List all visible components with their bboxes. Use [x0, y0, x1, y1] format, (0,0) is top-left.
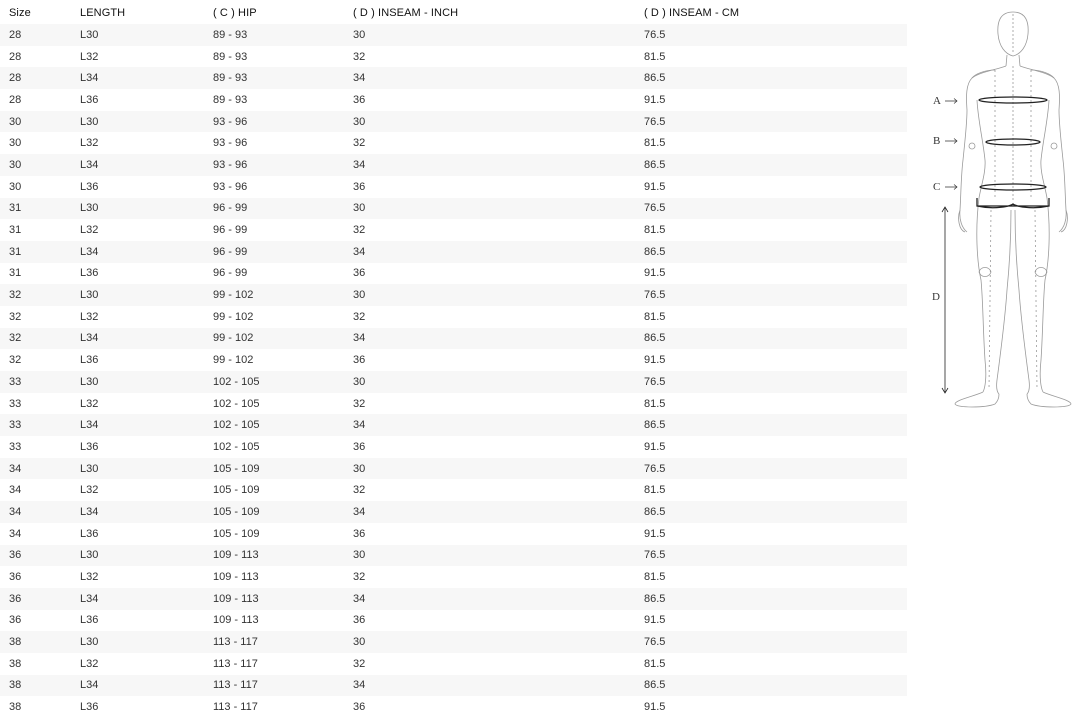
cell-hip: 96 - 99	[213, 241, 353, 263]
cell-inseam-cm: 76.5	[644, 458, 907, 480]
cell-hip: 109 - 113	[213, 614, 259, 627]
cell-inseam-cm: 76.5	[644, 545, 907, 567]
cell-hip: 93 - 96	[213, 154, 353, 176]
table-row	[0, 132, 907, 154]
cell-size: 32	[9, 354, 22, 367]
cell-inseam-inch: 34	[353, 328, 644, 350]
cell-inseam-cm: 86.5	[644, 588, 907, 610]
cell-inseam-cm: 76.5	[644, 24, 907, 46]
cell-inseam-cm: 76.5	[644, 371, 907, 393]
cell-inseam-inch: 32	[353, 310, 366, 323]
cell-inseam-inch: 30	[353, 545, 644, 567]
cell-size: 28	[9, 93, 22, 106]
table-row	[0, 219, 907, 241]
cell-hip: 102 - 105	[213, 440, 260, 453]
cell-inseam-cm: 76.5	[644, 284, 907, 306]
cell-size: 28	[0, 67, 80, 89]
cell-inseam-inch: 30	[353, 198, 644, 220]
cell-hip: 102 - 105	[213, 397, 260, 410]
cell-hip: 89 - 93	[213, 50, 248, 63]
cell-hip: 109 - 113	[213, 545, 353, 567]
cell-size: 31	[0, 241, 80, 263]
cell-inseam-cm: 91.5	[644, 701, 666, 714]
cell-length: L36	[80, 440, 99, 453]
table-row	[0, 545, 907, 567]
cell-inseam-inch: 34	[353, 501, 644, 523]
table-row	[0, 263, 907, 285]
cell-inseam-inch: 32	[353, 50, 366, 63]
cell-size: 38	[0, 675, 80, 697]
cell-inseam-inch: 36	[353, 267, 366, 280]
cell-inseam-cm: 91.5	[644, 440, 666, 453]
cell-length: L30	[80, 545, 213, 567]
cell-length: L34	[80, 154, 213, 176]
table-header-row	[0, 2, 907, 24]
cell-length: L36	[80, 267, 99, 280]
cell-size: 30	[9, 180, 22, 193]
cell-length: L32	[80, 397, 99, 410]
cell-size: 36	[0, 545, 80, 567]
cell-inseam-cm: 91.5	[644, 354, 666, 367]
cell-size: 32	[9, 310, 22, 323]
label-b-arrow-icon	[945, 139, 957, 144]
cell-length: L36	[80, 180, 99, 193]
cell-hip: 102 - 105	[213, 371, 353, 393]
header-inseam-inch: ( D ) INSEAM - INCH	[353, 7, 459, 19]
cell-size: 38	[0, 631, 80, 653]
cell-inseam-inch: 34	[353, 675, 644, 697]
cell-length: L36	[80, 614, 99, 627]
cell-inseam-inch: 34	[353, 588, 644, 610]
cell-inseam-inch: 34	[353, 154, 644, 176]
cell-inseam-inch: 32	[353, 224, 366, 237]
table-row	[0, 414, 907, 436]
cell-inseam-inch: 36	[353, 93, 366, 106]
cell-hip: 102 - 105	[213, 414, 353, 436]
cell-hip: 113 - 117	[213, 631, 353, 653]
cell-hip: 93 - 96	[213, 180, 248, 193]
table-row	[0, 566, 907, 588]
label-d: D	[932, 291, 940, 303]
size-chart-table	[0, 2, 907, 718]
cell-inseam-inch: 34	[353, 414, 644, 436]
cell-length: L30	[80, 284, 213, 306]
table-row	[0, 24, 907, 46]
cell-length: L36	[80, 701, 99, 714]
cell-hip: 113 - 117	[213, 675, 353, 697]
cell-inseam-cm: 86.5	[644, 675, 907, 697]
cell-inseam-cm: 86.5	[644, 328, 907, 350]
cell-inseam-inch: 36	[353, 180, 366, 193]
table-row	[0, 393, 907, 415]
cell-length: L34	[80, 67, 213, 89]
cell-inseam-cm: 91.5	[644, 614, 666, 627]
table-row	[0, 176, 907, 198]
table-row	[0, 436, 907, 458]
cell-size: 36	[9, 571, 22, 584]
table-row	[0, 588, 907, 610]
label-b: B	[933, 135, 941, 147]
table-row	[0, 67, 907, 89]
cell-inseam-cm: 81.5	[644, 571, 666, 584]
cell-inseam-cm: 76.5	[644, 198, 907, 220]
cell-inseam-cm: 91.5	[644, 93, 666, 106]
cell-size: 32	[0, 328, 80, 350]
cell-length: L36	[80, 354, 99, 367]
cell-length: L32	[80, 571, 99, 584]
cell-size: 31	[0, 198, 80, 220]
cell-hip: 96 - 99	[213, 224, 248, 237]
table-row	[0, 675, 907, 697]
label-a-arrow-icon	[945, 99, 957, 104]
cell-inseam-cm: 86.5	[644, 67, 907, 89]
cell-length: L32	[80, 310, 99, 323]
cell-size: 31	[9, 224, 22, 237]
cell-size: 28	[0, 24, 80, 46]
cell-inseam-inch: 36	[353, 527, 366, 540]
cell-length: L34	[80, 501, 213, 523]
cell-hip: 96 - 99	[213, 198, 353, 220]
cell-inseam-inch: 30	[353, 24, 644, 46]
cell-inseam-cm: 81.5	[644, 137, 666, 150]
cell-length: L30	[80, 198, 213, 220]
cell-inseam-cm: 91.5	[644, 267, 666, 280]
cell-hip: 105 - 109	[213, 501, 353, 523]
cell-inseam-cm: 81.5	[644, 50, 666, 63]
cell-length: L32	[80, 50, 99, 63]
cell-inseam-inch: 34	[353, 67, 644, 89]
cell-size: 33	[9, 440, 22, 453]
cell-hip: 96 - 99	[213, 267, 248, 280]
cell-inseam-cm: 81.5	[644, 657, 666, 670]
cell-length: L34	[80, 588, 213, 610]
cell-size: 33	[0, 371, 80, 393]
cell-size: 38	[9, 657, 22, 670]
table-row	[0, 479, 907, 501]
cell-length: L32	[80, 484, 99, 497]
cell-size: 34	[0, 501, 80, 523]
header-inseam-cm: ( D ) INSEAM - CM	[644, 7, 740, 19]
cell-length: L32	[80, 657, 99, 670]
cell-inseam-inch: 32	[353, 137, 366, 150]
cell-hip: 113 - 117	[213, 657, 258, 670]
cell-size: 28	[9, 50, 22, 63]
cell-length: L34	[80, 675, 213, 697]
header-hip: ( C ) HIP	[213, 7, 257, 19]
cell-inseam-inch: 30	[353, 111, 644, 133]
table-row	[0, 154, 907, 176]
cell-hip: 113 - 117	[213, 701, 258, 714]
label-c: C	[933, 181, 941, 193]
mannequin-outline	[955, 12, 1071, 407]
cell-hip: 109 - 113	[213, 588, 353, 610]
cell-inseam-inch: 36	[353, 354, 366, 367]
cell-inseam-cm: 81.5	[644, 310, 666, 323]
body-measurement-figure	[925, 0, 1085, 420]
measurement-lines	[942, 97, 1049, 393]
cell-length: L30	[80, 371, 213, 393]
cell-inseam-inch: 34	[353, 241, 644, 263]
cell-length: L30	[80, 458, 213, 480]
cell-inseam-cm: 81.5	[644, 397, 666, 410]
table-row	[0, 696, 907, 718]
cell-size: 31	[9, 267, 22, 280]
cell-hip: 105 - 109	[213, 484, 260, 497]
table-row	[0, 111, 907, 133]
cell-inseam-inch: 30	[353, 458, 644, 480]
cell-inseam-inch: 32	[353, 657, 366, 670]
cell-inseam-cm: 91.5	[644, 180, 666, 193]
table-row	[0, 328, 907, 350]
cell-size: 30	[0, 111, 80, 133]
header-length: LENGTH	[80, 7, 126, 19]
cell-length: L30	[80, 24, 213, 46]
cell-inseam-inch: 32	[353, 484, 366, 497]
cell-size: 34	[9, 484, 22, 497]
table-body	[0, 24, 907, 718]
cell-inseam-inch: 32	[353, 571, 366, 584]
cell-inseam-cm: 76.5	[644, 111, 907, 133]
table-row	[0, 46, 907, 68]
cell-length: L34	[80, 328, 213, 350]
cell-hip: 89 - 93	[213, 67, 353, 89]
table-row	[0, 610, 907, 632]
cell-hip: 93 - 96	[213, 111, 353, 133]
table-row	[0, 198, 907, 220]
cell-size: 33	[0, 414, 80, 436]
table-row	[0, 458, 907, 480]
table-row	[0, 631, 907, 653]
cell-inseam-cm: 86.5	[644, 501, 907, 523]
cell-inseam-cm: 86.5	[644, 241, 907, 263]
table-row	[0, 89, 907, 111]
cell-size: 36	[9, 614, 22, 627]
cell-inseam-cm: 81.5	[644, 224, 666, 237]
cell-inseam-cm: 76.5	[644, 631, 907, 653]
label-c-arrow-icon	[945, 185, 957, 190]
cell-hip: 99 - 102	[213, 354, 254, 367]
cell-inseam-cm: 86.5	[644, 154, 907, 176]
cell-inseam-cm: 91.5	[644, 527, 666, 540]
cell-hip: 89 - 93	[213, 24, 353, 46]
table-row	[0, 241, 907, 263]
cell-inseam-inch: 36	[353, 440, 366, 453]
cell-inseam-cm: 86.5	[644, 414, 907, 436]
table-row	[0, 371, 907, 393]
cell-length: L34	[80, 414, 213, 436]
cell-size: 33	[9, 397, 22, 410]
cell-size: 32	[0, 284, 80, 306]
cell-size: 36	[0, 588, 80, 610]
table-row	[0, 501, 907, 523]
table-row	[0, 284, 907, 306]
cell-hip: 99 - 102	[213, 284, 353, 306]
table-row	[0, 349, 907, 371]
table-row	[0, 653, 907, 675]
cell-inseam-inch: 36	[353, 614, 366, 627]
cell-inseam-inch: 32	[353, 397, 366, 410]
cell-inseam-cm: 81.5	[644, 484, 666, 497]
cell-length: L36	[80, 527, 99, 540]
cell-size: 38	[9, 701, 22, 714]
cell-inseam-inch: 36	[353, 701, 366, 714]
cell-length: L34	[80, 241, 213, 263]
cell-inseam-inch: 30	[353, 284, 644, 306]
cell-hip: 93 - 96	[213, 137, 248, 150]
cell-size: 30	[0, 154, 80, 176]
label-a: A	[933, 95, 941, 107]
table-row	[0, 306, 907, 328]
cell-length: L30	[80, 631, 213, 653]
cell-hip: 99 - 102	[213, 310, 254, 323]
cell-hip: 105 - 109	[213, 458, 353, 480]
table-row	[0, 523, 907, 545]
cell-length: L36	[80, 93, 99, 106]
cell-length: L30	[80, 111, 213, 133]
cell-size: 30	[9, 137, 22, 150]
cell-length: L32	[80, 137, 99, 150]
cell-hip: 109 - 113	[213, 571, 259, 584]
cell-inseam-inch: 30	[353, 631, 644, 653]
cell-hip: 99 - 102	[213, 328, 353, 350]
cell-size: 34	[0, 458, 80, 480]
cell-length: L32	[80, 224, 99, 237]
cell-hip: 105 - 109	[213, 527, 260, 540]
cell-inseam-inch: 30	[353, 371, 644, 393]
header-size: Size	[9, 7, 31, 19]
cell-hip: 89 - 93	[213, 93, 248, 106]
cell-size: 34	[9, 527, 22, 540]
figure-labels	[932, 95, 957, 303]
